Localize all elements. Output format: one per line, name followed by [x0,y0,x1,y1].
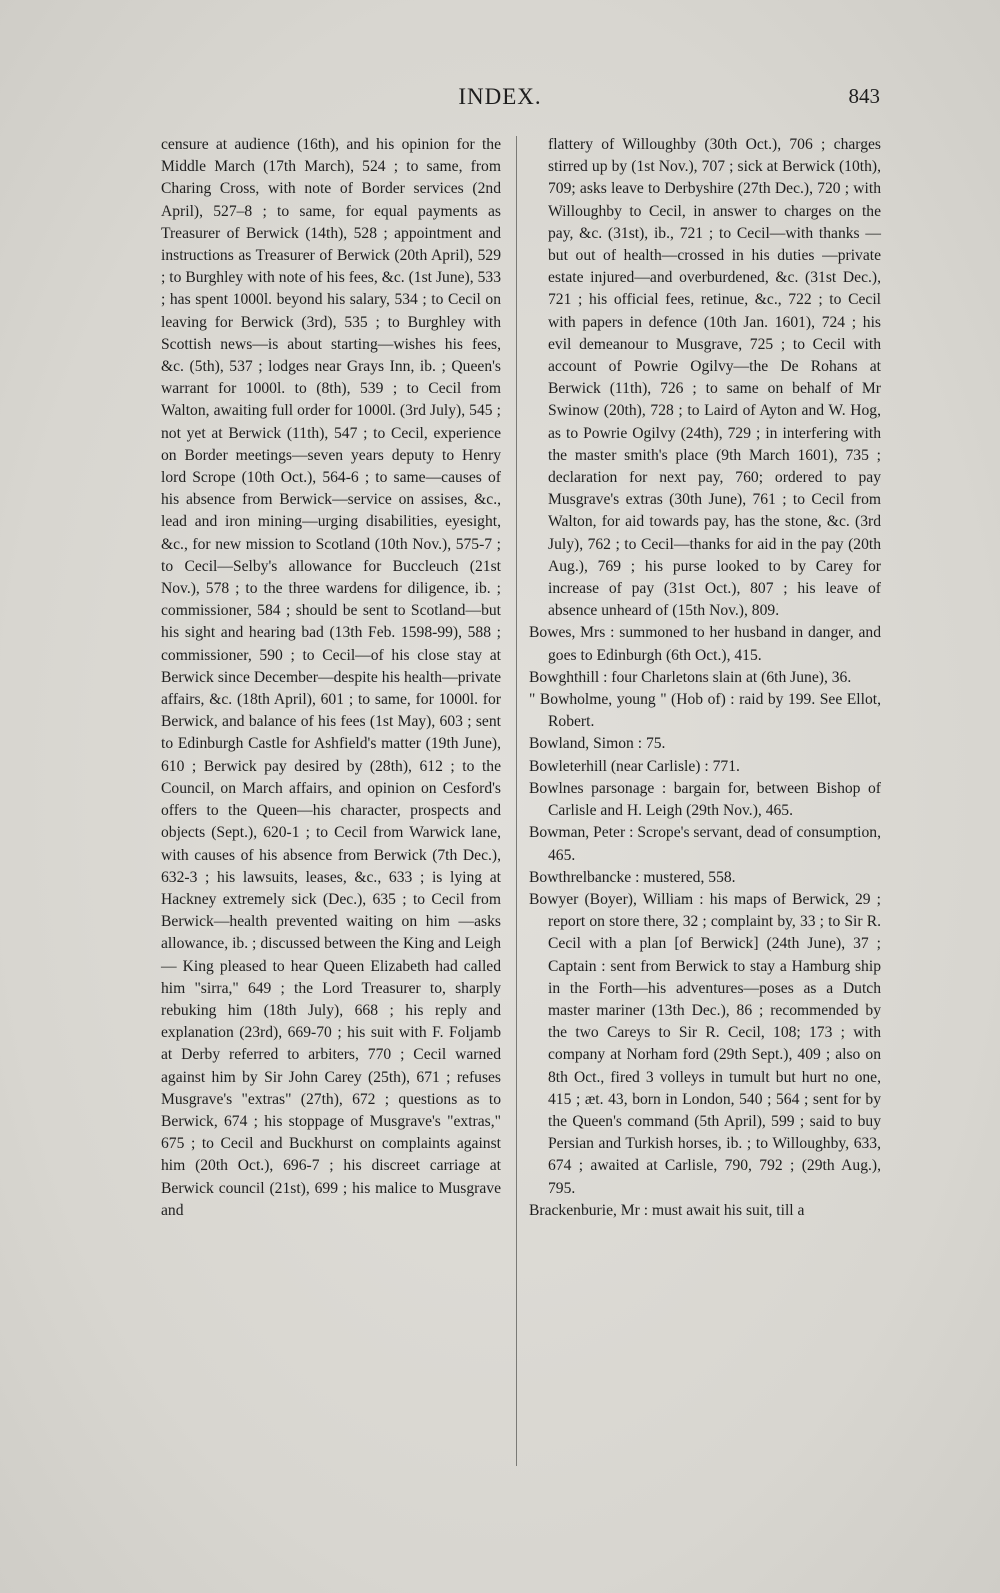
index-entry-bowthrelbancke: Bowthrelbancke : mustered, 558. [529,868,736,886]
index-entry-bowholme: " Bowholme, young " (Hob of) : raid by 199. See Ellot, Robert. [529,691,881,731]
index-entry-bowleterhill: Bowleterhill (near Carlisle) : 771. [529,757,740,775]
index-entry-brackenburie: Brackenburie, Mr : must await his suit, till a [529,1201,805,1219]
index-entry-bowlnes: Bowlnes parsonage : bargain for, between Bishop of Carlisle and H. Leigh (29th Nov.), 465. [529,779,881,820]
index-entry-bowland: Bowland, Simon : 75. [529,735,666,753]
index-entry-bowyer: Bowyer (Boyer), William : his maps of Berwick, 29 ; report on store there, 32 ; complaint by, 33 ; to Sir R. Cecil with a plan [of Berwick] (24th June), 37 ; Captain : sent from Berwick to stay a Hamburg ship in the Forth—his adventures—poses as a Dutch master mariner (13th Dec.), 86 ; recommended by the two Careys to Sir R. Cecil, 108; 173 ; with company at Norham ford (29th Sept.), 409 ; also on 8th Oct., fired 3 volleys in tumult but hurt no one, 415 ; æt. 43, born in London, 540 ; 564 ; sent for by the Queen's command (5th April), 599 ; said to buy Persian and Turkish horses, ib. ; to Willoughby, 633, 674 ; awaited at Carlisle, 790, 792 ; (29th Aug.), 795. [529,890,881,1197]
column-divider [516,136,517,1466]
index-entry-bowman: Bowman, Peter : Scrope's servant, dead of consumption, 465. [529,824,881,864]
entry-continuation-right: flattery of Willoughby (30th Oct.), 706 ; charges stirred up by (1st Nov.), 707 ; sick at Berwick (10th), 709; asks leave to Derbyshire (27th Dec.), 720 ; with Willoughby to Cecil, in answer to charges on the pay, &c. (31st), ib., 721 ; to Cecil—with thanks —but out of health—crossed in his duties —private estate injured—and overburdened, &c. (31st Dec.), 721 ; his official fees, retinue, &c., 722 ; to Cecil with papers in defence (10th Jan. 1601), 724 ; his evil demeanour to Musgrave, 725 ; to Cecil with account of Powrie Ogilvy—the De Rohans at Berwick (11th), 726 ; to same on behalf of Mr Swinow (20th), 728 ; to Laird of Ayton and W. Hog, as to Powrie Ogilvy (24th), 729 ; in interfering with the master smith's place (9th March 1601), 735 ; declaration for next pay, 760; ordered to pay Musgrave's extras (30th June), 761 ; to Cecil from Walton, for aid towards pay, has the stone, &c. (3rd July), 762 ; to Cecil—thanks for aid in the pay (20th Aug.), 769 ; his purse looked to by Carey for increase of pay (31st Oct.), 807 ; his leave of absence unheard of (15th Nov.), 809. [548,136,881,620]
index-entry-bowes-mrs: Bowes, Mrs : summoned to her husband in danger, and goes to Edinburgh (6th Oct.), 415. [529,624,881,664]
entry-continuation-left: censure at audience (16th), and his opinion for the Middle March (17th March), 524 ; to same, from Charing Cross, with note of Border services (2nd April), 527–8 ; to same, for equal payments as Treasurer of Berwick (14th), 528 ; appointment and instructions as Treasurer of Berwick (20th April), 529 ; to Burghley with note of his fees, &c. (1st June), 533 ; has spent 1000l. beyond his salary, 534 ; to Cecil on leaving for Berwick (3rd), 535 ; to Burghley with Scottish news—is about starting—wishes his fees, &c. (5th), 537 ; lodges near Grays Inn, ib. ; Queen's warrant for 1000l. to (8th), 539 ; to Cecil from Walton, awaiting full order for 1000l. (3rd July), 545 ; not yet at Berwick (11th), 547 ; to Cecil, experience on Border meetings—seven years deputy to Henry lord Scrope (10th Oct.), 564-6 ; to same—causes of his absence from Berwick—service on assises, &c., lead and iron mining—urging disabilities, eyesight, &c., for new mission to Scotland (10th Nov.), 575-7 ; to Cecil—Selby's allowance for Buccleuch (21st Nov.), 578 ; to the three wardens for diligence, ib. ; commissioner, 584 ; should be sent to Scotland—but his sight and hearing bad (13th Feb. 1598-99), 588 ; commissioner, 590 ; to Cecil—of his close stay at Berwick since December—despite his health—private affairs, &c. (18th April), 601 ; to same, for 1000l. for Berwick, and balance of his fees (1st May), 603 ; sent to Edinburgh Castle for Ashfield's matter (19th June), 610 ; Berwick pay desired by (28th), 612 ; to the Council, on March affairs, and opinion on Cesford's offers to the Queen—his character, prospects and objects (Sept.), 620-1 ; to Cecil from Warwick lane, with causes of his absence from Berwick (7th Dec.), 632-3 ; his lawsuits, leases, &c., 633 ; is lying at Hackney extremely sick (Dec.), 635 ; to Cecil from Berwick—health prevented waiting on him —asks allowance, ib. ; discussed between the King and Leigh — King pleased to hear Queen Elizabeth had called him "sirra," 649 ; the Lord Treasurer to, sharply rebuking him (18th July), 668 ; his reply and explanation (23rd), 669-70 ; his suit with F. Foljamb at Derby referred to arbiters, 770 ; Cecil warned against him by Sir John Carey (25th), 671 ; refuses Musgrave's "extras" (27th), 672 ; questions as to Berwick, 674 ; his stoppage of Musgrave's "extras," 675 ; to Cecil and Buckhurst on complaints against him (20th Oct.), 696-7 ; his discreet carriage at Berwick council (21st), 699 ; his malice to Musgrave and [161,136,501,1219]
running-head [0,84,1000,114]
index-entry-bowghthill: Bowghthill : four Charletons slain at (6th June), 36. [529,668,852,686]
left-column [161,134,501,1222]
page-title: INDEX. [458,84,542,109]
right-column [529,134,881,1222]
page-number: 843 [848,84,880,108]
